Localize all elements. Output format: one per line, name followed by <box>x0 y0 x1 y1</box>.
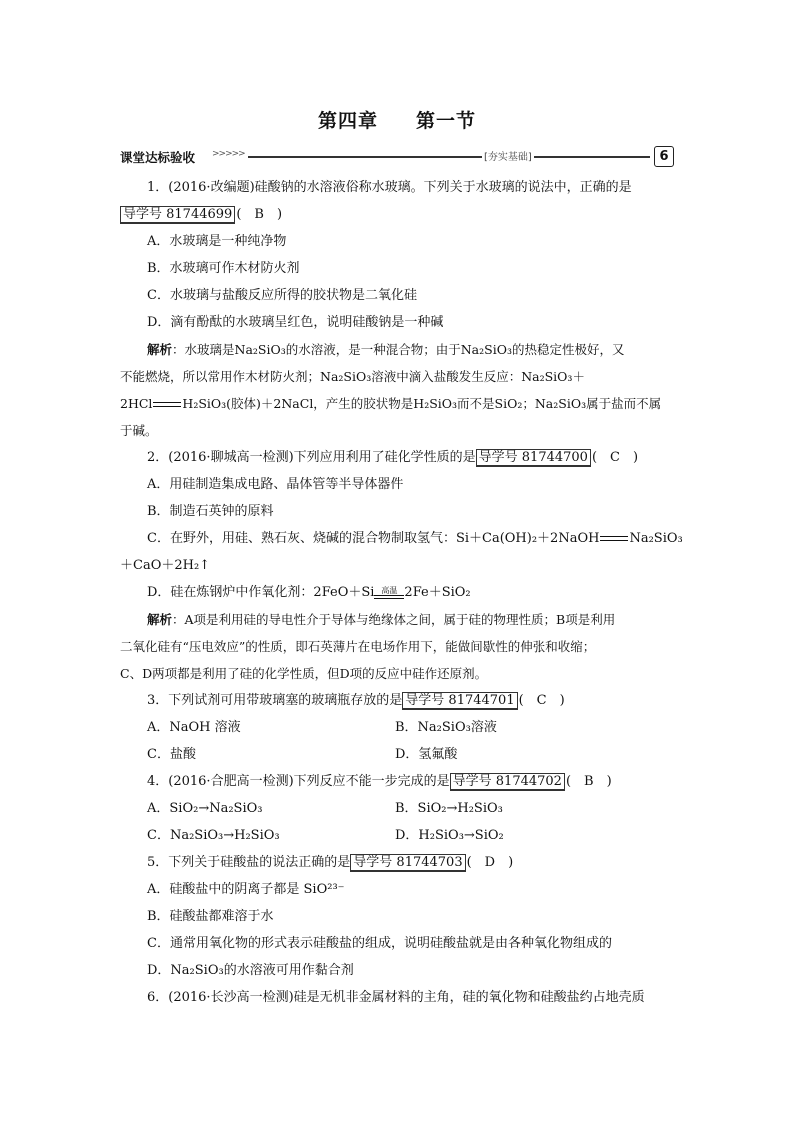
section-tag: [夯实基础] <box>482 148 534 163</box>
q4-code[interactable]: 导学号 81744702 <box>450 773 565 791</box>
q1-explanation-2: 不能燃烧，所以常用作木材防火剂；Na₂SiO₃溶液中滴入盐酸发生反应：Na₂SiO₃＋ <box>120 369 585 384</box>
q1-code[interactable]: 导学号 81744699 <box>120 206 235 224</box>
q1-code-line <box>120 201 676 228</box>
q1-answer: ( B ) <box>236 207 283 222</box>
q4-answer: ( B ) <box>565 774 612 789</box>
q2-code[interactable]: 导学号 81744700 <box>476 449 591 467</box>
q1-explanation-3: 2HCl H₂SiO₃(胶体)＋2NaCl，产生的胶状物是H₂SiO₃而不是SiO₂；Na₂SiO₃属于盐而不属 <box>120 396 662 411</box>
chapter-title: 第四章 <box>317 110 378 132</box>
q3-stem: 3．下列试剂可用带玻璃塞的玻璃瓶存放的是 导学号 81744701 ( C ) <box>147 693 565 708</box>
q1-option-d: D．滴有酚酞的水玻璃呈红色，说明硅酸钠是一种碱 <box>147 315 444 330</box>
q5-option-d: D．Na₂SiO₃的水溶液可用作黏合剂 <box>147 963 354 978</box>
q3-options-row-2: C．盐酸 D．氢氟酸 <box>147 747 458 762</box>
q5-option-b: B．硅酸盐都难溶于水 <box>147 909 274 924</box>
q2-option-d: D．硅在炼钢炉中作氧化剂：2FeO＋Si 高温 2Fe＋SiO₂ <box>147 585 471 600</box>
q1-option-c: C．水玻璃与盐酸反应所得的胶状物是二氧化硅 <box>147 288 417 303</box>
double-chevron-icon: >>>>> <box>212 149 245 159</box>
reaction-condition: 高温 <box>374 587 404 599</box>
q1-stem: 1．(2016·改编题)硅酸钠的水溶液俗称水玻璃。下列关于水玻璃的说法中，正确的是 <box>147 180 632 195</box>
q2-explanation-1: 解析：A项是利用硅的导电性介于导体与绝缘体之间，属于硅的物理性质；B项是利用 <box>147 612 616 627</box>
q2-option-c: C．在野外，用硅、熟石灰、烧碱的混合物制取氢气：Si＋Ca(OH)₂＋2NaOH Na₂SiO₃ <box>147 531 683 546</box>
q2-stem: 2．(2016·聊城高一检测)下列应用利用了硅化学性质的是 导学号 81744700 ( C ) <box>147 450 639 465</box>
q5-stem: 5．下列关于硅酸盐的说法正确的是 导学号 81744703 ( D ) <box>147 855 514 870</box>
q4-options-row-1: A．SiO₂→Na₂SiO₃ B．SiO₂→H₂SiO₃ <box>147 801 503 816</box>
q2-option-a: A．用硅制造集成电路、晶体管等半导体器件 <box>147 477 404 492</box>
q2-answer: ( C ) <box>591 450 639 465</box>
section-rule <box>248 156 650 158</box>
q1-explanation-4: 于碱。 <box>120 423 158 438</box>
section-bar <box>120 148 680 168</box>
q1-option-a: A．水玻璃是一种纯净物 <box>147 234 287 249</box>
q1-explanation-1: 解析：水玻璃是Na₂SiO₃的水溶液，是一种混合物；由于Na₂SiO₃的热稳定性极好，又 <box>147 342 625 357</box>
q5-option-c: C．通常用氧化物的形式表示硅酸盐的组成，说明硅酸盐就是由各种氧化物组成的 <box>147 936 612 951</box>
q3-code[interactable]: 导学号 81744701 <box>402 692 517 710</box>
section-title: 第一节 <box>416 110 477 132</box>
q5-code[interactable]: 导学号 81744703 <box>350 854 465 872</box>
q6-stem: 6．(2016·长沙高一检测)硅是无机非金属材料的主角，硅的氧化物和硅酸盐约占地壳质 <box>147 990 645 1005</box>
q2-explanation-3: C、D两项都是利用了硅的化学性质，但D项的反应中硅作还原剂。 <box>120 666 488 681</box>
question-list <box>120 174 683 1011</box>
q4-stem: 4．(2016·合肥高一检测)下列反应不能一步完成的是 导学号 81744702 ( B ) <box>147 774 612 789</box>
equation-sign <box>600 536 628 541</box>
q5-answer: ( D ) <box>466 855 514 870</box>
q5-option-a: A．硅酸盐中的阴离子都是 SiO²³⁻ <box>147 882 345 897</box>
q4-options-row-2: C．Na₂SiO₃→H₂SiO₃ D．H₂SiO₃→SiO₂ <box>147 828 504 843</box>
q2-option-c-cont: ＋CaO＋2H₂↑ <box>120 558 211 573</box>
equation-sign <box>153 402 181 407</box>
section-label: 课堂达标验收 <box>120 150 196 165</box>
section-number-badge: 6 <box>654 146 674 167</box>
q1-option-b: B．水玻璃可作木材防火剂 <box>147 261 300 276</box>
q2-option-b: B．制造石英钟的原料 <box>147 504 274 519</box>
q2-explanation-2: 二氧化硅有“压电效应”的性质，即石英薄片在电场作用下，能做间歇性的伸张和收缩； <box>120 639 596 654</box>
q3-answer: ( C ) <box>518 693 565 708</box>
page-title <box>0 106 794 133</box>
q3-options-row-1: A．NaOH 溶液 B．Na₂SiO₃溶液 <box>147 720 497 735</box>
